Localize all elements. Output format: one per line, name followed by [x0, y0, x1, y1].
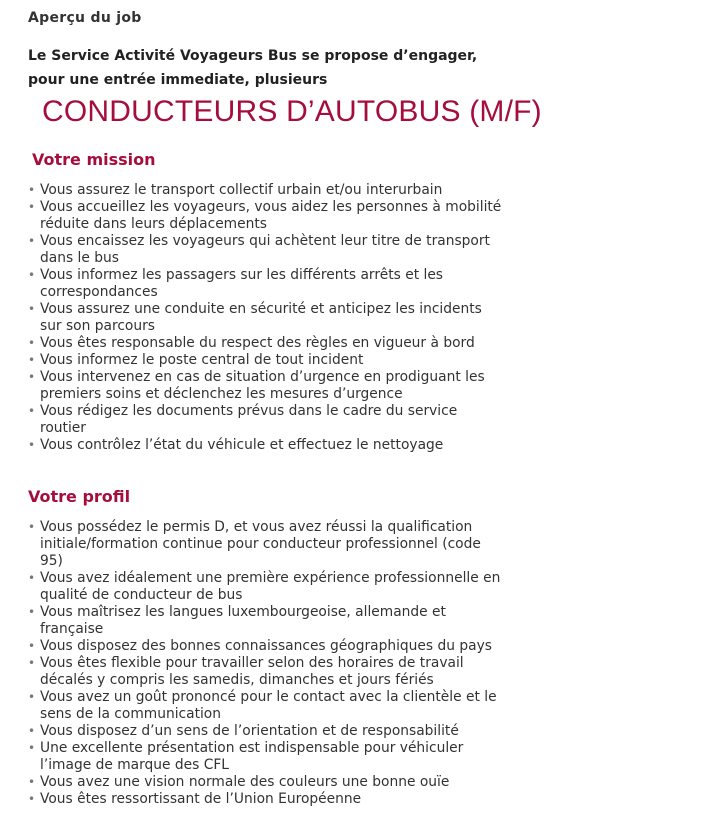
list-item: • Vous contrôlez l’état du véhicule et effectuez le nettoyage: [28, 437, 504, 454]
intro-text: Le Service Activité Voyageurs Bus se propose d’engager, pour une entrée immediate, plusieurs: [28, 48, 478, 88]
list-item: • Vous disposez d’un sens de l’orientation et de responsabilité: [28, 723, 504, 740]
list-item: • Vous êtes ressortissant de l’Union Européenne: [28, 791, 504, 808]
list-item: • Vous informez les passagers sur les différents arrêts et les correspondances: [28, 267, 504, 301]
list-item: • Vous disposez des bonnes connaissances géographiques du pays: [28, 638, 504, 655]
list-item: • Vous rédigez les documents prévus dans le cadre du service routier: [28, 403, 504, 437]
list-item: • Une excellente présentation est indispensable pour véhiculer l’image de marque des CFL: [28, 740, 504, 774]
list-item: • Vous possédez le permis D, et vous avez réussi la qualification initiale/formation continue pour conducteur professionnel (code 95): [28, 519, 504, 570]
mission-list: [28, 182, 504, 454]
mission-heading: Votre mission: [32, 150, 156, 169]
list-item: • Vous informez le poste central de tout incident: [28, 352, 504, 369]
list-item: • Vous êtes flexible pour travailler selon des horaires de travail décalés y compris les samedis, dimanches et jours fériés: [28, 655, 504, 689]
profile-heading: Votre profil: [28, 487, 131, 506]
list-item: • Vous assurez une conduite en sécurité et anticipez les incidents sur son parcours: [28, 301, 504, 335]
list-item: • Vous accueillez les voyageurs, vous aidez les personnes à mobilité réduite dans leurs déplacements: [28, 199, 504, 233]
list-item: • Vous intervenez en cas de situation d’urgence en prodiguant les premiers soins et déclenchez les mesures d’urgence: [28, 369, 504, 403]
profile-list: [28, 519, 504, 808]
list-item: • Vous avez une vision normale des couleurs une bonne ouïe: [28, 774, 504, 791]
list-item: • Vous assurez le transport collectif urbain et/ou interurbain: [28, 182, 504, 199]
list-item: • Vous encaissez les voyageurs qui achètent leur titre de transport dans le bus: [28, 233, 504, 267]
job-title: CONDUCTEURS D’AUTOBUS (M/F): [42, 95, 542, 128]
list-item: • Vous avez un goût prononcé pour le contact avec la clientèle et le sens de la communication: [28, 689, 504, 723]
list-item: • Vous êtes responsable du respect des règles en vigueur à bord: [28, 335, 504, 352]
list-item: • Vous maîtrisez les langues luxembourgeoise, allemande et française: [28, 604, 504, 638]
overview-heading: Aperçu du job: [28, 10, 142, 26]
list-item: • Vous avez idéalement une première expérience professionnelle en qualité de conducteur de bus: [28, 570, 504, 604]
